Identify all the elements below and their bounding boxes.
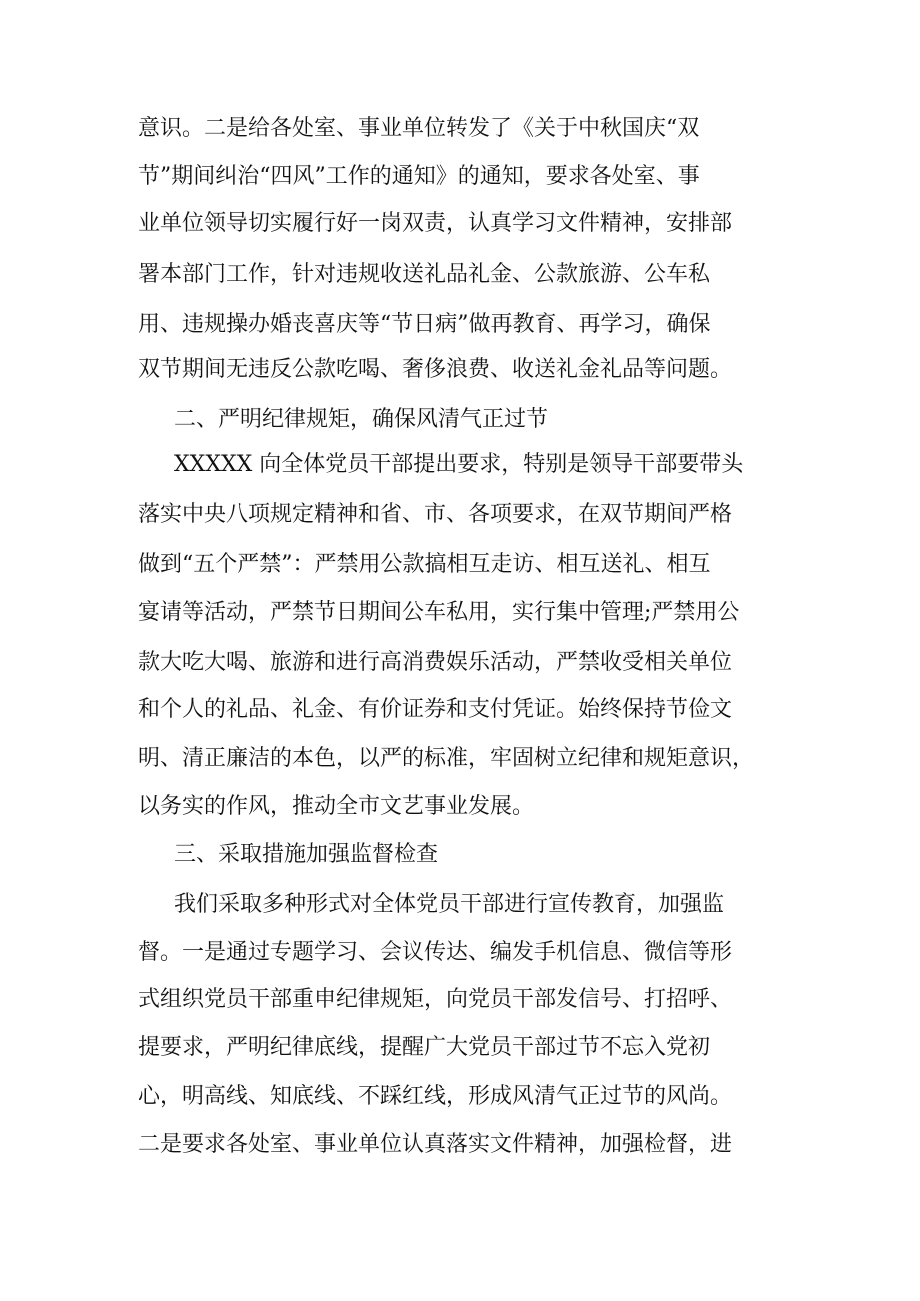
body-text-line: 双节期间无违反公款吃喝、奢侈浪费、收送礼金礼品等问题。 [138, 357, 733, 382]
body-text-line: 心，明高线、知底线、不踩红线，形成风清气正过节的风尚。 [138, 1084, 733, 1109]
section-heading: 三、采取措施加强监督检查 [174, 842, 439, 867]
body-text-line: 做到“五个严禁”：严禁用公款搞相互走访、相互送礼、相互 [138, 552, 711, 577]
body-text-line: 款大吃大喝、旅游和进行高消费娱乐活动，严禁收受相关单位 [138, 650, 733, 675]
body-text-line: 用、违规操办婚丧喜庆等“节日病”做再教育、再学习，确保 [138, 312, 711, 337]
paragraph-first-line: 我们采取多种形式对全体党员干部进行宣传教育，加强监 [174, 892, 725, 917]
paragraph-first-line: XXXXX 向全体党员干部提出要求，特别是领导干部要带头 [174, 452, 744, 477]
body-text-line: 宴请等活动，严禁节日期间公车私用，实行集中管理;严禁用公 [138, 600, 740, 625]
body-text-line: 落实中央八项规定精神和省、市、各项要求，在双节期间严格 [138, 502, 733, 527]
body-text-line: 署本部门工作，针对违规收送礼品礼金、公款旅游、公车私 [138, 262, 711, 287]
body-text-line: 以务实的作风，推动全市文艺事业发展。 [138, 794, 535, 819]
body-text-line: 明、清正廉洁的本色，以严的标准，牢固树立纪律和规矩意识， [138, 746, 755, 771]
body-text-line: 业单位领导切实履行好一岗双责，认真学习文件精神，安排部 [138, 211, 733, 236]
body-text-line: 节”期间纠治“四风”工作的通知》的通知，要求各处室、事 [138, 164, 700, 189]
body-text-line: 提要求，严明纪律底线，提醒广大党员干部过节不忘入党初 [138, 1035, 711, 1060]
body-text-line: 和个人的礼品、礼金、有价证券和支付凭证。始终保持节俭文 [138, 697, 733, 722]
body-text-line: 式组织党员干部重申纪律规矩，向党员干部发信号、打招呼、 [138, 987, 733, 1012]
body-text-line: 意识。二是给各处室、事业单位转发了《关于中秋国庆“双 [138, 116, 700, 141]
body-text-line: 督。一是通过专题学习、会议传达、编发手机信息、微信等形 [138, 940, 733, 965]
body-text-line: 二是要求各处室、事业单位认真落实文件精神，加强检督，进 [138, 1132, 733, 1157]
section-heading: 二、严明纪律规矩，确保风清气正过节 [174, 407, 549, 432]
